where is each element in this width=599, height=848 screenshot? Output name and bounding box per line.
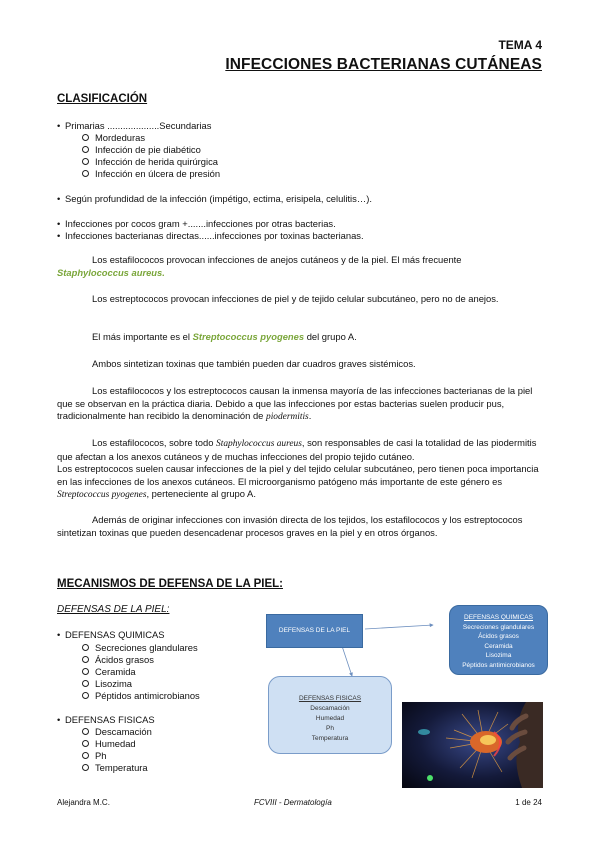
- section-heading-mecanismos: MECANISMOS DE DEFENSA DE LA PIEL:: [57, 578, 283, 590]
- list-item: Infección en úlcera de presión: [82, 168, 220, 180]
- footer-course: FCVIII - Dermatología: [254, 798, 332, 807]
- arrow-to-quimicas: [365, 625, 433, 629]
- bullet-profundidad: • Según profundidad de la infección (impétigo, ectima, erisipela, celulitis…).: [57, 193, 372, 204]
- bacteria-illustration: [402, 702, 543, 788]
- paragraph-estreptococos: Los estreptococos provocan infecciones de piel y de tejido celular subcutáneo, pero no de anejos.: [92, 293, 499, 304]
- list-item: Infección de herida quirúrgica: [82, 156, 218, 168]
- list-item: Ceramida: [82, 666, 136, 678]
- list-item: Secreciones glandulares: [82, 642, 198, 654]
- footer-author: Alejandra M.C.: [57, 798, 110, 807]
- bullet-directas: • Infecciones bacterianas directas......infecciones por toxinas bacterianas.: [57, 230, 364, 241]
- list-item: Humedad: [82, 738, 136, 750]
- list-item: Péptidos antimicrobianos: [82, 690, 200, 702]
- subheading-defensas: DEFENSAS DE LA PIEL:: [57, 604, 170, 615]
- paragraph-staphylococcus: Los estafilococos, sobre todo Staphylococcus aureus, son responsables de casi la totalidad de las piodermitis que afectan a los anexos cutáneos y de muchas infecciones del propio tejido cutáneo. Los estreptococos suelen causar infecciones de la piel y del tejido celular subcutáneo, pero tienen poca importancia en las infecciones de los anexos cutáneos. El microorganismo patógeno más importante de este género es Streptococcus pyogenes, perteneciente al grupo A.: [57, 437, 539, 500]
- diagram-center-box: DEFENSAS DE LA PIEL: [266, 614, 363, 648]
- list-item: Descamación: [82, 726, 152, 738]
- tema-label: TEMA 4: [498, 38, 542, 52]
- illustration-image: [402, 702, 543, 788]
- arrow-to-fisicas: [342, 646, 352, 676]
- paragraph-mas-importante: El más importante es el Streptococcus pyogenes del grupo A.: [92, 331, 357, 342]
- list-item: Lisozima: [82, 678, 132, 690]
- paragraph-toxinas: Además de originar infecciones con invasión directa de los tejidos, los estafilococos y los estreptococos sintetizan toxinas que pueden desencadenar procesos graves en la piel y en otros órganos.: [57, 514, 523, 538]
- bullet-primarias: • Primarias ....................Secundarias: [57, 120, 212, 131]
- page-title: INFECCIONES BACTERIANAS CUTÁNEAS: [225, 56, 542, 73]
- paragraph-piodermitis: Los estafilococos y los estreptococos causan la inmensa mayoría de las infecciones bacterianas de la piel que se observan en la práctica diaria. Debido a que las infecciones por estas bacterias suelen producir pus, tradicionalmente han recibido la denominación de piodermitis.: [57, 385, 533, 422]
- list-item: Ácidos grasos: [82, 654, 154, 666]
- section-heading-clasificacion: CLASIFICACIÓN: [57, 93, 148, 105]
- list-item: Ph: [82, 750, 106, 762]
- list-item: Temperatura: [82, 762, 148, 774]
- paragraph-ambos: Ambos sintetizan toxinas que también pueden dar cuadros graves sistémicos.: [92, 358, 416, 369]
- bullet-quimicas: • DEFENSAS QUIMICAS: [57, 629, 165, 640]
- list-item: Mordeduras: [82, 132, 145, 144]
- paragraph-estafilococos: Los estafilococos provocan infecciones de anejos cutáneos y de la piel. El más frecuente Staphylococcus aureus.: [57, 254, 462, 278]
- diagram-quimicas-box: DEFENSAS QUIMICAS Secreciones glandulares Ácidos grasos Ceramida Lisozima Péptidos antimicrobianos: [449, 605, 548, 675]
- list-item: Infección de pie diabético: [82, 144, 201, 156]
- bullet-fisicas: • DEFENSAS FISICAS: [57, 714, 155, 725]
- bullet-cocos: • Infecciones por cocos gram +.......infecciones por otras bacterias.: [57, 218, 336, 229]
- footer-page-number: 1 de 24: [515, 798, 542, 807]
- diagram-fisicas-box: DEFENSAS FISICAS Descamación Humedad Ph Temperatura: [268, 676, 392, 754]
